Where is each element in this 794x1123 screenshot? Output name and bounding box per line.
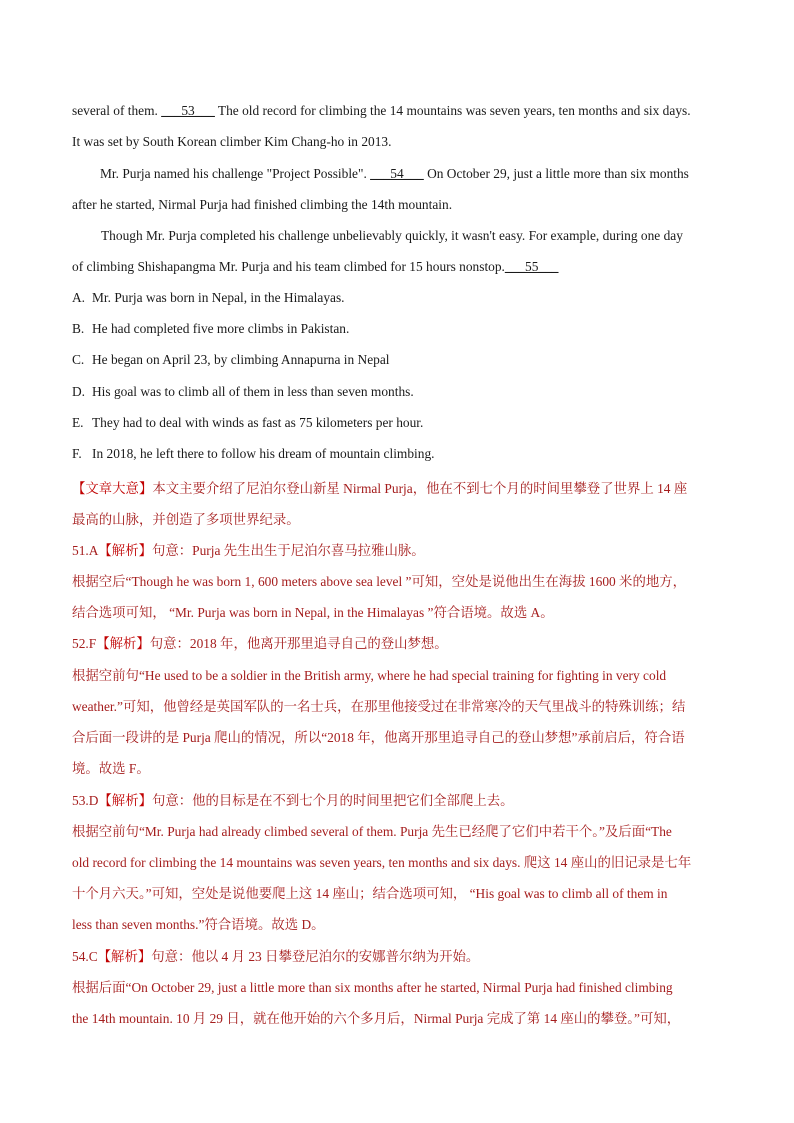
option-c: [72, 352, 390, 368]
answer-53-line-2: old record for climbing the 14 mountains was seven years, ten months and six days. 爬这 14 座山的旧记录是七年: [72, 855, 692, 870]
passage-text: Mr. Purja named his challenge "Project Possible".: [100, 166, 371, 181]
option-letter: E.: [72, 415, 84, 430]
passage-text: of climbing Shishapangma Mr. Purja and his team climbed for 15 hours nonstop.: [72, 259, 505, 274]
passage-line-1: [72, 103, 691, 119]
answer-53-line-1: 根据空前句“Mr. Purja had already climbed several of them. Purja 先生已经爬了它们中若干个。”及后面“The: [72, 824, 672, 839]
answer-meaning: 句意：Purja 先生出生于尼泊尔喜马拉雅山脉。: [151, 543, 425, 558]
option-letter: C.: [72, 352, 85, 367]
answer-54-heading: [72, 946, 479, 965]
answer-52-line-1: 根据空前句“He used to be a soldier in the British army, where he had special training for fighting in very cold: [72, 668, 667, 683]
option-letter: F.: [72, 446, 82, 461]
answer-51-line-2: 结合选项可知， “Mr. Purja was born in Nepal, in the Himalayas ”符合语境。故选 A。: [72, 605, 554, 620]
option-text: In 2018, he left there to follow his dream of mountain climbing.: [92, 446, 435, 461]
option-letter: A.: [72, 290, 86, 305]
passage-line-2: It was set by South Korean climber Kim Chang-ho in 2013.: [72, 134, 392, 149]
passage-line-5: Though Mr. Purja completed his challenge unbelievably quickly, it wasn't easy. For example, during one day: [101, 228, 683, 243]
option-text: He had completed five more climbs in Pakistan.: [92, 321, 350, 336]
answer-54-line-2: the 14th mountain. 10 月 29 日，就在他开始的六个多月后，Nirmal Purja 完成了第 14 座山的攀登。”可知，: [72, 1011, 681, 1026]
summary-line-1: [72, 478, 687, 497]
blank-53: ___53___: [161, 103, 215, 118]
option-e: [72, 415, 423, 431]
passage-line-3: [100, 166, 689, 182]
summary-text: 本文主要介绍了尼泊尔登山新星 Nirmal Purja，他在不到七个月的时间里攀登了世界上 14 座: [152, 481, 688, 496]
option-text: Mr. Purja was born in Nepal, in the Himalayas.: [92, 290, 345, 305]
passage-text: On October 29, just a little more than six months: [423, 166, 689, 181]
answer-number: 54.C: [72, 949, 98, 964]
option-text: They had to deal with winds as fast as 75 kilometers per hour.: [92, 415, 424, 430]
answer-51-heading: [72, 540, 425, 559]
answer-number: 53.D: [72, 793, 99, 808]
summary-line-2: 最高的山脉，并创造了多项世界纪录。: [72, 512, 300, 527]
answer-52-line-4: 境。故选 F。: [72, 761, 150, 776]
summary-tag: 【文章大意】: [72, 481, 153, 496]
answer-number: 51.A: [72, 543, 99, 558]
answer-53-heading: [72, 790, 514, 809]
option-a: [72, 290, 345, 306]
passage-line-4: after he started, Nirmal Purja had finished climbing the 14th mountain.: [72, 197, 453, 212]
answer-53-line-3: 十个月六天。”可知，空处是说他要爬上这 14 座山；结合选项可知， “His goal was to climb all of them in: [72, 886, 668, 901]
answer-52-line-2: weather.”可知，他曾经是英国军队的一名士兵，在那里他接受过在非常寒冷的天气里战斗的特殊训练；结: [72, 699, 686, 714]
answer-53-line-4: less than seven months.”符合语境。故选 D。: [72, 917, 325, 932]
option-letter: B.: [72, 321, 85, 336]
analysis-tag: 【解析】: [96, 636, 150, 651]
blank-55: ___55___: [504, 259, 559, 274]
option-d: [72, 384, 414, 400]
option-f: [72, 446, 435, 462]
answer-meaning: 句意：他的目标是在不到七个月的时间里把它们全部爬上去。: [151, 793, 514, 808]
answer-meaning: 句意：他以 4 月 23 日攀登尼泊尔的安娜普尔纳为开始。: [151, 949, 480, 964]
answer-51-line-1: 根据空后“Though he was born 1, 600 meters above sea level ”可知，空处是说他出生在海拔 1600 米的地方，: [72, 574, 687, 589]
analysis-tag: 【解析】: [98, 793, 152, 808]
answer-52-line-3: 合后面一段讲的是 Purja 爬山的情况，所以“2018 年，他离开那里追寻自己的登山梦想”承前启后，符合语: [72, 730, 685, 745]
passage-line-6: [72, 259, 558, 275]
analysis-tag: 【解析】: [97, 949, 152, 964]
option-text: He began on April 23, by climbing Annapurna in Nepal: [92, 352, 390, 367]
answer-52-heading: [72, 633, 448, 652]
passage-text: The old record for climbing the 14 mountains was seven years, ten months and six days.: [214, 103, 691, 118]
passage-text: several of them.: [72, 103, 162, 118]
answer-54-line-1: 根据后面“On October 29, just a little more than six months after he started, Nirmal Purja had finished climbing: [72, 980, 673, 995]
blank-54: ___54___: [370, 166, 424, 181]
analysis-tag: 【解析】: [98, 543, 152, 558]
option-b: [72, 321, 349, 337]
answer-number: 52.F: [72, 636, 97, 651]
option-letter: D.: [72, 384, 86, 399]
option-text: His goal was to climb all of them in less than seven months.: [92, 384, 414, 399]
answer-meaning: 句意：2018 年，他离开那里追寻自己的登山梦想。: [149, 636, 448, 651]
